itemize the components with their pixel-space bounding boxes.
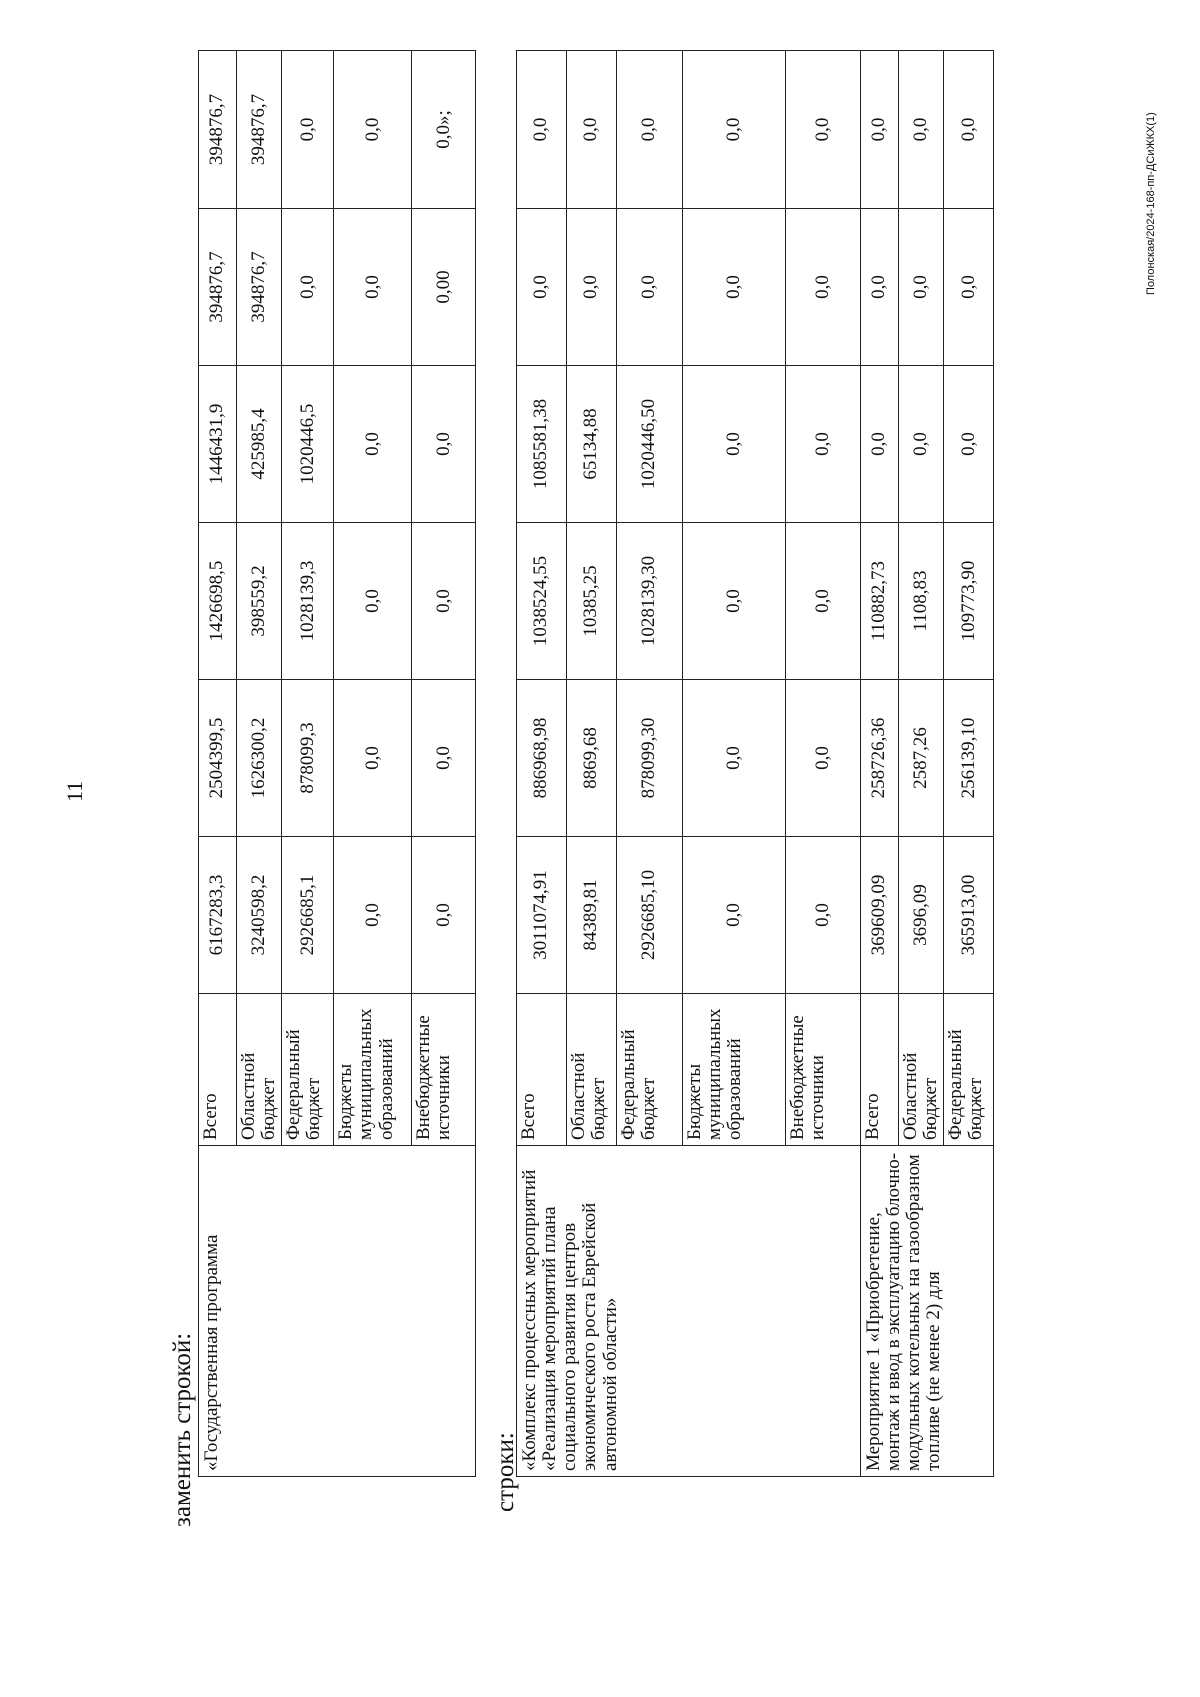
amount-cell: 0,0	[334, 209, 412, 366]
amount-cell: 878099,30	[617, 680, 683, 837]
amount-cell: 0,0	[786, 209, 861, 366]
amount-cell: 0,0	[334, 51, 412, 209]
amount-cell: 0,0	[683, 366, 786, 523]
amount-cell: 2504399,5	[199, 680, 237, 837]
amount-cell: 2926685,1	[282, 837, 334, 994]
amount-cell: 3240598,2	[237, 837, 282, 994]
amount-cell: 398559,2	[237, 523, 282, 680]
amount-cell: 10385,25	[567, 523, 617, 680]
complex-label: «Комплекс процессных мероприятий «Реализация мероприятий плана социального развития центров экономического роста Еврейской автономной области»	[517, 1146, 861, 1477]
amount-cell: 0,0	[861, 51, 899, 209]
amount-cell: 0,0	[282, 209, 334, 366]
amount-cell: 0,0	[899, 51, 944, 209]
amount-cell: 109773,90	[944, 523, 994, 680]
amount-cell: 369609,09	[861, 837, 899, 994]
page-number: 11	[62, 780, 87, 802]
amount-cell: 258726,36	[861, 680, 899, 837]
amount-cell: 0,0	[412, 837, 476, 994]
funding-source-cell: Внебюджетные источники	[786, 994, 861, 1146]
funding-source-cell: Федеральный бюджет	[282, 994, 334, 1146]
amount-cell: 0,0	[617, 51, 683, 209]
amount-cell: 0,0	[412, 366, 476, 523]
measure-label: Мероприятие 1 «Приобретение, монтаж и ввод в эксплуатацию блочно-модульных котельных на газообразном топливе (не менее 2) для	[861, 1146, 994, 1477]
amount-cell: 0,00	[412, 209, 476, 366]
amount-cell: 84389,81	[567, 837, 617, 994]
amount-cell: 0,0	[517, 51, 567, 209]
amount-cell: 0,0	[334, 366, 412, 523]
amount-cell: 0,0	[944, 366, 994, 523]
amount-cell: 2587,26	[899, 680, 944, 837]
amount-cell: 0,0	[412, 523, 476, 680]
amount-cell: 0,0	[282, 51, 334, 209]
amount-cell: 0,0	[786, 51, 861, 209]
amount-cell: 65134,88	[567, 366, 617, 523]
funding-source-cell: Всего	[199, 994, 237, 1146]
amount-cell: 0,0	[683, 837, 786, 994]
amount-cell: 0,0	[944, 209, 994, 366]
amount-cell: 3011074,91	[517, 837, 567, 994]
amount-cell: 1028139,30	[617, 523, 683, 680]
amount-cell: 0,0	[899, 209, 944, 366]
amount-cell: 1426698,5	[199, 523, 237, 680]
amount-cell: 0,0	[567, 209, 617, 366]
amount-cell: 2926685,10	[617, 837, 683, 994]
amount-cell: 394876,7	[237, 51, 282, 209]
amount-cell: 0,0	[617, 209, 683, 366]
amount-cell: 0,0	[786, 680, 861, 837]
amount-cell: 394876,7	[199, 51, 237, 209]
program-budget-table	[198, 50, 476, 1477]
amount-cell: 6167283,3	[199, 837, 237, 994]
amount-cell: 1626300,2	[237, 680, 282, 837]
funding-source-cell: Внебюджетные источники	[412, 994, 476, 1146]
amount-cell: 256139,10	[944, 680, 994, 837]
program-row	[199, 51, 237, 1477]
amount-cell: 1020446,5	[282, 366, 334, 523]
caption-lines: строки:	[492, 1432, 519, 1512]
amount-cell: 394876,7	[199, 209, 237, 366]
amount-cell: 0,0	[899, 366, 944, 523]
caption-replace-with-line: заменить строкой:	[169, 1332, 196, 1527]
amount-cell: 394876,7	[237, 209, 282, 366]
amount-cell: 0,0	[334, 837, 412, 994]
funding-source-cell: Федеральный бюджет	[617, 994, 683, 1146]
amount-cell: 3696,09	[899, 837, 944, 994]
amount-cell: 0,0	[334, 680, 412, 837]
amount-cell: 1108,83	[899, 523, 944, 680]
amount-cell: 110882,73	[861, 523, 899, 680]
amount-cell: 0,0	[683, 209, 786, 366]
amount-cell: 0,0	[517, 209, 567, 366]
amount-cell: 0,0	[683, 51, 786, 209]
funding-source-cell: Бюджеты муниципальных образований	[334, 994, 412, 1146]
amount-cell: 1085581,38	[517, 366, 567, 523]
funding-source-cell: Областной бюджет	[237, 994, 282, 1146]
funding-source-cell: Всего	[517, 994, 567, 1146]
activities-budget-table	[516, 50, 994, 1477]
amount-cell: 0,0»;	[412, 51, 476, 209]
funding-source-cell: Областной бюджет	[899, 994, 944, 1146]
document-code: Полонская/2024-168-пп-ДСиЖКХ(1)	[1145, 112, 1157, 295]
amount-cell: 1028139,3	[282, 523, 334, 680]
amount-cell: 0,0	[683, 523, 786, 680]
amount-cell: 0,0	[683, 680, 786, 837]
funding-source-cell: Федеральный бюджет	[944, 994, 994, 1146]
funding-source-cell: Всего	[861, 994, 899, 1146]
amount-cell: 0,0	[786, 837, 861, 994]
amount-cell: 878099,3	[282, 680, 334, 837]
amount-cell: 0,0	[861, 209, 899, 366]
amount-cell: 886968,98	[517, 680, 567, 837]
amount-cell: 425985,4	[237, 366, 282, 523]
amount-cell: 1446431,9	[199, 366, 237, 523]
complex-row	[517, 51, 567, 1477]
measure-row	[861, 51, 899, 1477]
amount-cell: 1020446,50	[617, 366, 683, 523]
amount-cell: 365913,00	[944, 837, 994, 994]
amount-cell: 1038524,55	[517, 523, 567, 680]
amount-cell: 0,0	[334, 523, 412, 680]
amount-cell: 0,0	[412, 680, 476, 837]
amount-cell: 0,0	[786, 366, 861, 523]
amount-cell: 8869,68	[567, 680, 617, 837]
funding-source-cell: Областной бюджет	[567, 994, 617, 1146]
amount-cell: 0,0	[786, 523, 861, 680]
amount-cell: 0,0	[567, 51, 617, 209]
funding-source-cell: Бюджеты муниципальных образований	[683, 994, 786, 1146]
amount-cell: 0,0	[944, 51, 994, 209]
program-label: «Государственная программа	[199, 1146, 476, 1477]
amount-cell: 0,0	[861, 366, 899, 523]
